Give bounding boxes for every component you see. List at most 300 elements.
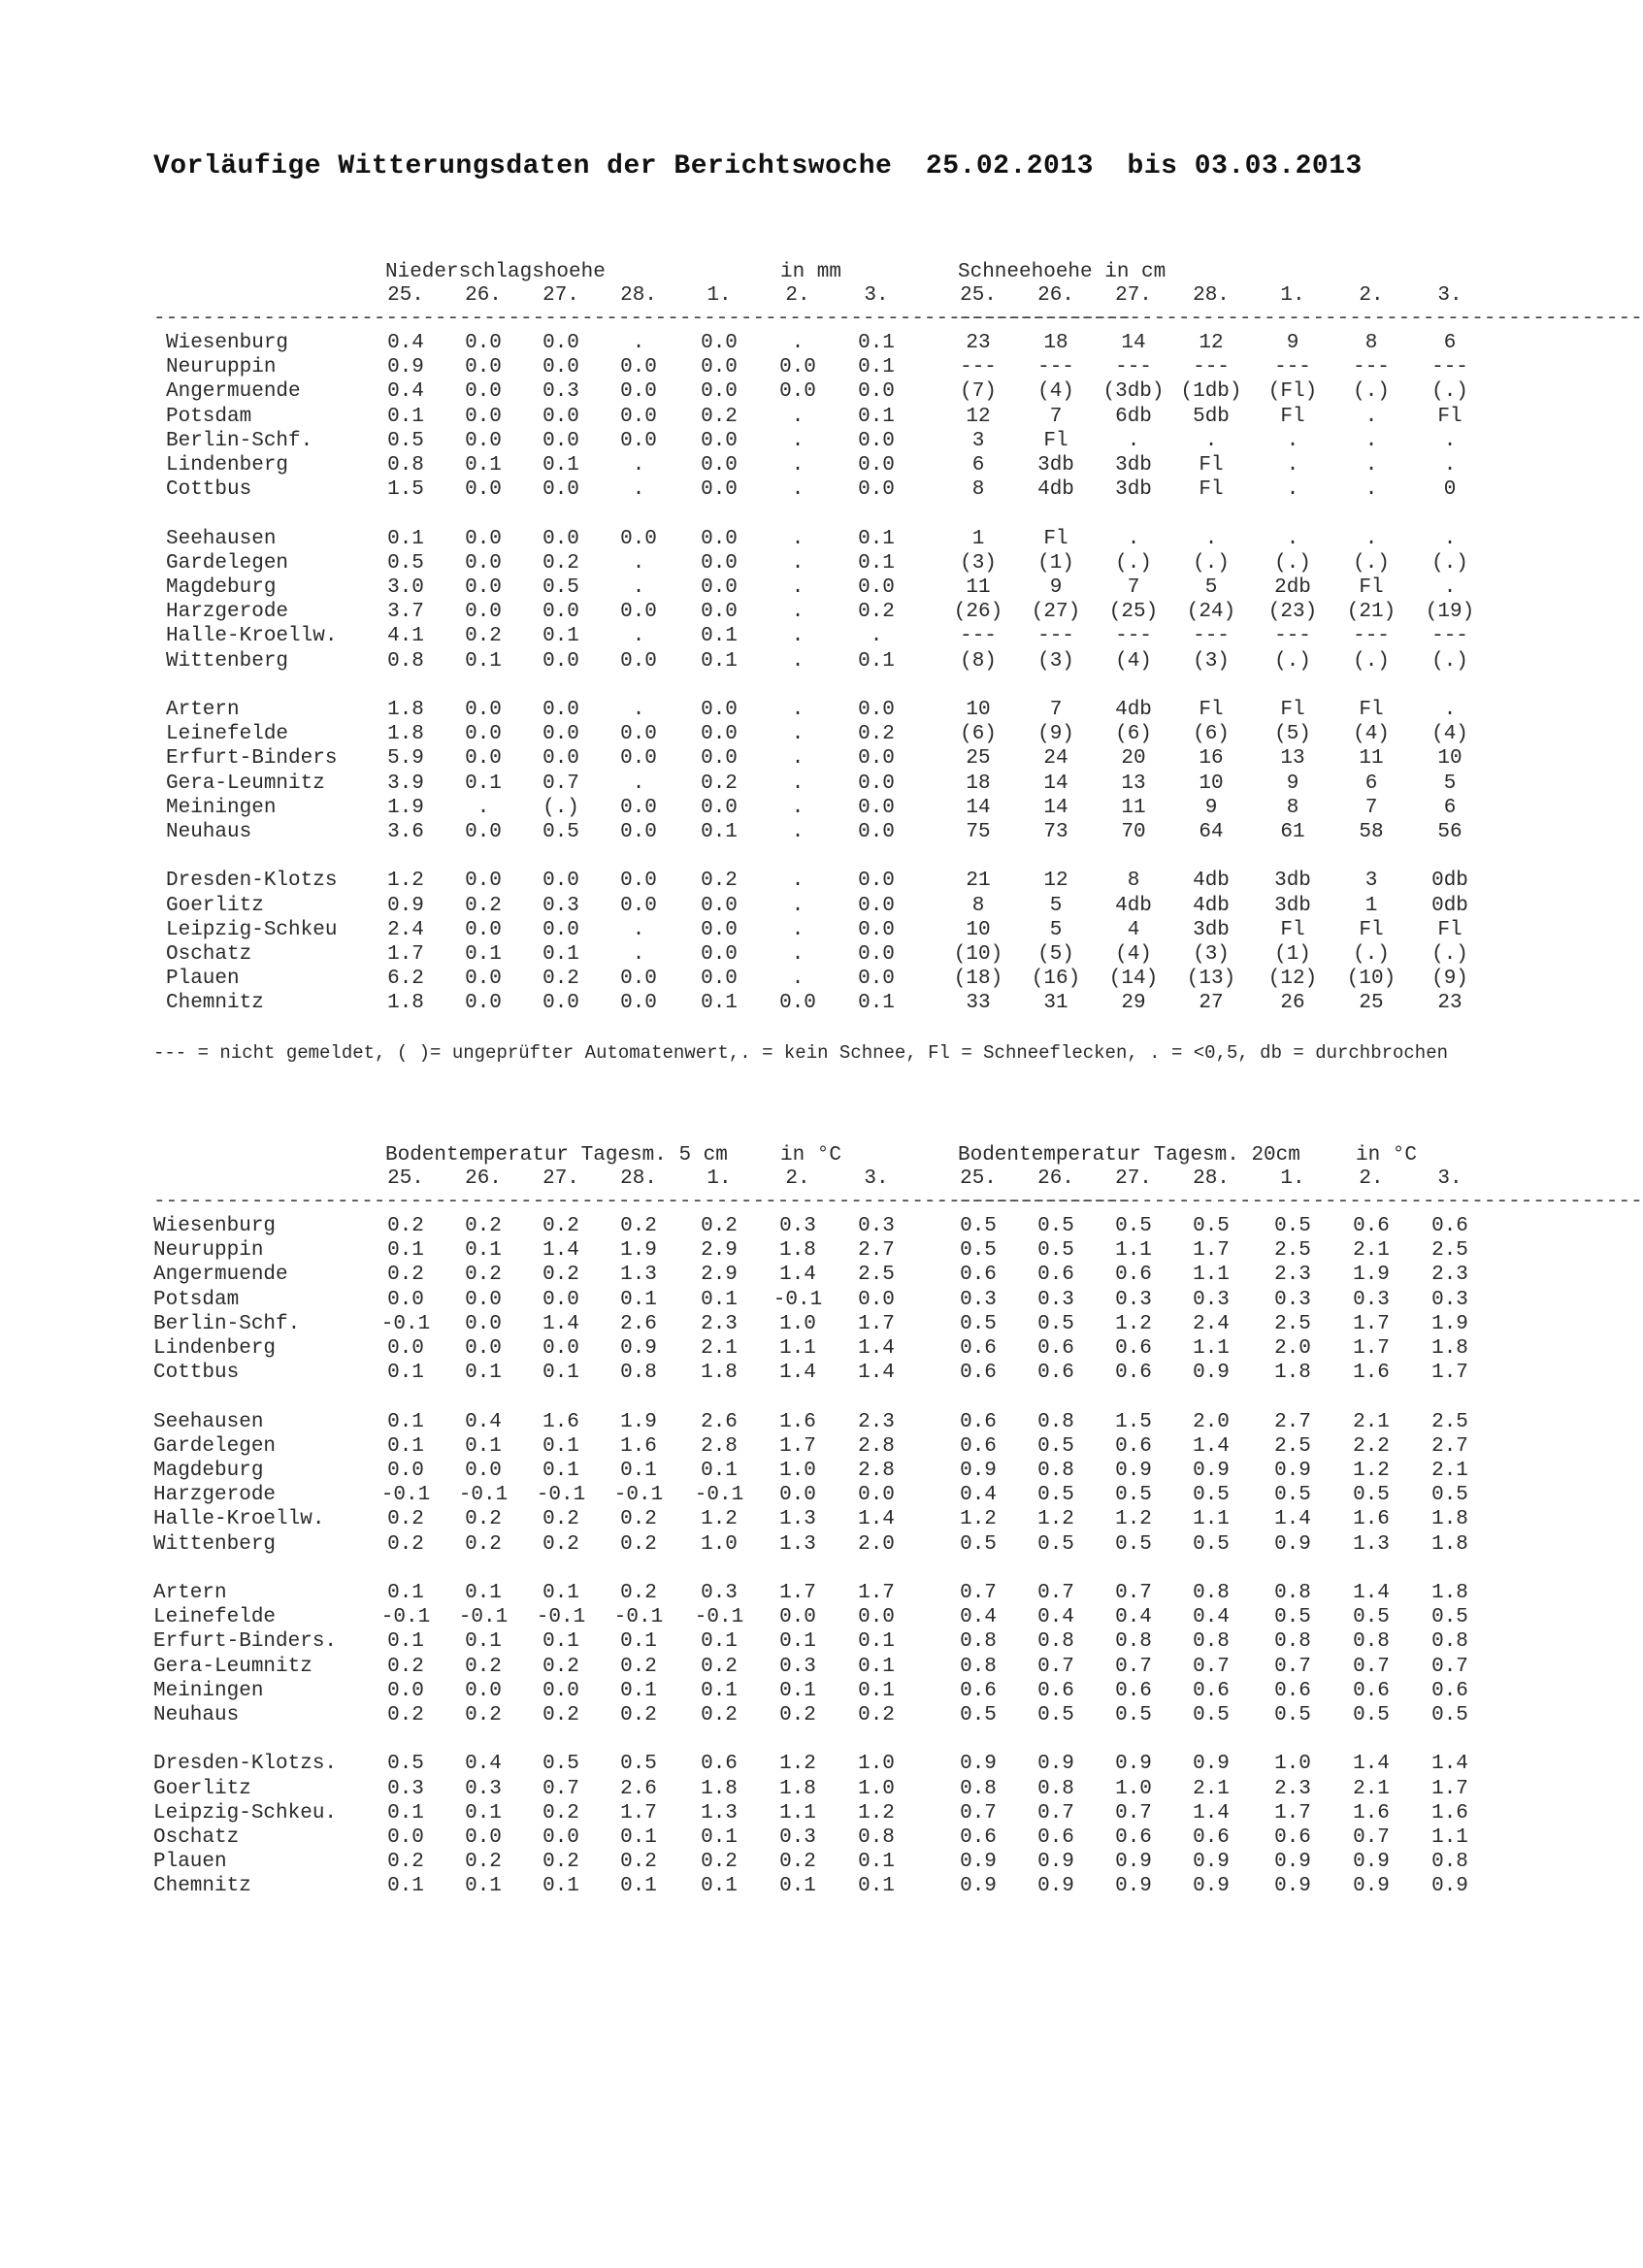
day-header: 2. (785, 284, 810, 307)
data-cell: 1.0 (779, 1460, 816, 1482)
data-cell: 0.2 (387, 1532, 424, 1556)
data-cell: (3) (1193, 943, 1230, 966)
data-cell: 0.1 (542, 1434, 579, 1458)
data-cell: 0.0 (465, 405, 502, 428)
data-cell: 0.0 (465, 1826, 502, 1849)
data-cell: (24) (1186, 601, 1236, 624)
data-cell: 1.3 (779, 1508, 816, 1531)
data-cell: 0.7 (1115, 1655, 1152, 1678)
data-cell: . (632, 332, 645, 354)
data-cell: 0.1 (387, 1410, 424, 1433)
data-cell: --- (1115, 356, 1152, 379)
soil5-unit: in °C (780, 1144, 842, 1167)
data-cell: 0.2 (701, 870, 738, 893)
data-cell: 0.5 (1431, 1484, 1468, 1507)
data-cell: 0.6 (1037, 1264, 1074, 1287)
data-cell: 0.0 (542, 478, 579, 502)
data-cell: 0.4 (1037, 1606, 1074, 1629)
data-cell: 23 (1437, 992, 1462, 1015)
data-cell: 18 (1043, 332, 1068, 354)
data-cell: 0.5 (542, 821, 579, 843)
data-cell: 1.7 (1193, 1239, 1230, 1263)
station-name: Artern (166, 699, 240, 721)
page-title: Vorläufige Witterungsdaten der Berichtswoche 25.02.2013 bis 03.03.2013 (153, 151, 1363, 181)
data-cell: (4) (1431, 723, 1468, 746)
data-cell: 0.2 (701, 1215, 738, 1237)
data-cell: 3db (1193, 918, 1230, 941)
data-cell: 1 (971, 527, 985, 550)
data-cell: 1.9 (387, 796, 424, 819)
data-cell: 0.9 (1193, 1362, 1230, 1385)
data-cell: 0.3 (1037, 1288, 1074, 1311)
data-cell: 0.8 (387, 454, 424, 477)
data-cell: 1.4 (542, 1312, 579, 1335)
data-cell: Fl (1199, 699, 1224, 721)
data-cell: 0.5 (960, 1704, 997, 1726)
data-cell: 0.8 (1431, 1851, 1468, 1874)
data-cell: 0.2 (858, 601, 895, 624)
data-cell: 0.6 (1115, 1434, 1152, 1458)
data-cell: 0.0 (620, 723, 657, 746)
data-cell: 3.6 (387, 821, 424, 843)
data-cell: 1.2 (960, 1508, 997, 1531)
data-cell: (16) (1031, 968, 1081, 991)
station-name: Potsdam (166, 405, 252, 428)
data-cell: 2.7 (1274, 1410, 1311, 1433)
data-cell: . (632, 576, 645, 599)
data-cell: --- (1431, 356, 1468, 379)
data-cell: 1.4 (779, 1362, 816, 1385)
data-cell: 2.1 (701, 1337, 738, 1360)
data-cell: 1.2 (1115, 1312, 1152, 1335)
data-cell: . (1204, 429, 1218, 452)
data-cell: 0.1 (858, 1679, 895, 1702)
station-name: Angermuende (153, 1264, 288, 1287)
data-cell: 3 (1364, 870, 1378, 893)
data-cell: 1.0 (1274, 1753, 1311, 1776)
data-cell: 0.6 (1037, 1826, 1074, 1849)
data-cell: --- (1274, 625, 1311, 648)
data-cell: 0.2 (620, 1532, 657, 1556)
data-cell: 0.0 (620, 405, 657, 428)
data-cell: 0.2 (858, 723, 895, 746)
data-cell: . (632, 454, 645, 477)
day-header: 25. (960, 1167, 997, 1190)
data-cell: 0.5 (1274, 1484, 1311, 1507)
data-cell: 0.0 (465, 723, 502, 746)
data-cell: (.) (1274, 551, 1311, 575)
data-cell: . (1286, 454, 1299, 477)
data-cell: (.) (1193, 551, 1230, 575)
data-cell: . (791, 699, 805, 721)
day-header: 1. (1280, 1167, 1305, 1190)
station-name: Lindenberg (153, 1337, 277, 1360)
data-cell: . (632, 551, 645, 575)
data-cell: (9) (1431, 968, 1468, 991)
data-cell: 0.1 (858, 551, 895, 575)
data-cell: 0.0 (858, 796, 895, 819)
data-cell: 0.9 (1193, 1460, 1230, 1482)
day-header: 27. (542, 284, 579, 307)
data-cell: 0.1 (465, 1434, 502, 1458)
data-cell: 0.9 (1193, 1875, 1230, 1898)
data-cell: 0.1 (620, 1288, 657, 1311)
station-name: Meiningen (153, 1679, 264, 1702)
data-cell: . (791, 454, 805, 477)
data-cell: 0.1 (858, 992, 895, 1015)
data-cell: 7 (1049, 405, 1063, 428)
data-cell: 0.8 (620, 1362, 657, 1385)
station-name: Goerlitz (166, 894, 264, 917)
data-cell: 0.2 (701, 1851, 738, 1874)
data-cell: 0.2 (701, 1655, 738, 1678)
data-cell: 0.0 (465, 870, 502, 893)
data-cell: . (791, 821, 805, 843)
data-cell: 1.2 (387, 870, 424, 893)
data-cell: 1.1 (1193, 1264, 1230, 1287)
data-cell: 0.4 (960, 1606, 997, 1629)
data-cell: . (791, 625, 805, 648)
data-cell: . (791, 527, 805, 550)
data-cell: 0.8 (1274, 1630, 1311, 1654)
data-cell: . (791, 478, 805, 502)
data-cell: (27) (1031, 601, 1081, 624)
data-cell: 0.0 (465, 380, 502, 404)
data-cell: 0.9 (1193, 1753, 1230, 1776)
data-cell: 0.7 (542, 1777, 579, 1800)
data-cell: 0.0 (779, 356, 816, 379)
data-cell: . (791, 968, 805, 991)
data-cell: 0.4 (960, 1484, 997, 1507)
data-cell: 0.0 (701, 968, 738, 991)
data-cell: 0.0 (701, 527, 738, 550)
station-name: Plauen (153, 1851, 227, 1874)
data-cell: . (1364, 454, 1378, 477)
data-cell: 0.0 (542, 992, 579, 1015)
data-cell: 0.0 (542, 870, 579, 893)
data-cell: 0.9 (1193, 1851, 1230, 1874)
data-cell: 0.0 (465, 1679, 502, 1702)
day-header: 2. (1359, 284, 1384, 307)
data-cell: 3 (971, 429, 985, 452)
data-cell: -0.1 (458, 1484, 509, 1507)
data-cell: 1.3 (779, 1532, 816, 1556)
data-cell: 0.0 (858, 894, 895, 917)
data-cell: . (791, 601, 805, 624)
data-cell: 0.9 (960, 1851, 997, 1874)
data-cell: 5 (1049, 918, 1063, 941)
data-cell: 0db (1431, 870, 1468, 893)
data-cell: 0.5 (1037, 1312, 1074, 1335)
data-cell: 0.0 (542, 747, 579, 771)
data-cell: 1.8 (1431, 1508, 1468, 1531)
data-cell: 2.8 (858, 1434, 895, 1458)
data-cell: 0.2 (387, 1655, 424, 1678)
data-cell: 0.0 (620, 821, 657, 843)
data-cell: 11 (1359, 747, 1384, 771)
data-cell: 1.4 (1274, 1508, 1311, 1531)
data-cell: 2.1 (1353, 1777, 1390, 1800)
data-cell: 2.1 (1353, 1410, 1390, 1433)
data-cell: 0.0 (542, 1337, 579, 1360)
data-cell: 0.2 (542, 1508, 579, 1531)
data-cell: 0.0 (858, 429, 895, 452)
data-cell: 0.2 (465, 1264, 502, 1287)
data-cell: 0.8 (960, 1777, 997, 1800)
data-cell: 3db (1115, 478, 1152, 502)
data-cell: 0.5 (960, 1215, 997, 1237)
data-cell: 0.2 (465, 894, 502, 917)
data-cell: 2.8 (858, 1460, 895, 1482)
data-cell: 7 (1364, 796, 1378, 819)
data-cell: 0.6 (1115, 1362, 1152, 1385)
data-cell: 0.2 (387, 1215, 424, 1237)
data-cell: 14 (1043, 796, 1068, 819)
data-cell: 0.0 (701, 551, 738, 575)
data-cell: 0.5 (1274, 1215, 1311, 1237)
data-cell: --- (960, 625, 997, 648)
data-cell: 0.0 (620, 796, 657, 819)
data-cell: 0.6 (1037, 1337, 1074, 1360)
data-cell: 1.6 (1353, 1801, 1390, 1824)
data-cell: 0.1 (387, 1875, 424, 1898)
data-cell: (3) (1037, 649, 1074, 673)
data-cell: 0.6 (1431, 1679, 1468, 1702)
data-cell: 31 (1043, 992, 1068, 1015)
data-cell: 9 (1204, 796, 1218, 819)
data-cell: 9 (1286, 332, 1299, 354)
data-cell: 0.0 (465, 356, 502, 379)
data-cell: 6 (1443, 796, 1457, 819)
day-header: 25. (387, 284, 424, 307)
day-header: 27. (542, 1167, 579, 1190)
data-cell: 1.4 (542, 1239, 579, 1263)
data-cell: 0.2 (542, 1264, 579, 1287)
data-cell: 24 (1043, 747, 1068, 771)
data-cell: 0.8 (1274, 1582, 1311, 1604)
data-cell: 1.4 (858, 1337, 895, 1360)
data-cell: 10 (1437, 747, 1462, 771)
data-cell: 0.2 (858, 1704, 895, 1726)
data-cell: 0.1 (542, 1630, 579, 1654)
data-cell: 0.1 (465, 772, 502, 795)
data-cell: 0.5 (1037, 1484, 1074, 1507)
data-cell: 3db (1274, 894, 1311, 917)
data-cell: . (1127, 527, 1140, 550)
data-cell: 0.1 (387, 1630, 424, 1654)
data-cell: (1) (1274, 943, 1311, 966)
data-cell: 0.7 (1431, 1655, 1468, 1678)
data-cell: 0.1 (542, 1460, 579, 1482)
data-cell: 0.1 (858, 1851, 895, 1874)
data-cell: 4db (1193, 894, 1230, 917)
data-cell: 0.1 (779, 1679, 816, 1702)
data-cell: . (1364, 478, 1378, 502)
data-cell: Fl (1437, 918, 1462, 941)
data-cell: 0.0 (465, 699, 502, 721)
data-cell: . (791, 576, 805, 599)
data-cell: 1.1 (779, 1337, 816, 1360)
data-cell: 0.5 (542, 576, 579, 599)
data-cell: 0.1 (701, 821, 738, 843)
data-cell: (14) (1108, 968, 1159, 991)
data-cell: 0.8 (1115, 1630, 1152, 1654)
data-cell: 10 (966, 918, 991, 941)
station-name: Dresden-Klotzs (166, 870, 338, 893)
data-cell: 0.7 (960, 1801, 997, 1824)
data-cell: Fl (1043, 527, 1068, 550)
data-cell: 0.5 (1115, 1704, 1152, 1726)
data-cell: 0.0 (465, 1312, 502, 1335)
data-cell: 7 (1127, 576, 1140, 599)
data-cell: 0.0 (701, 796, 738, 819)
data-cell: 1.4 (1431, 1753, 1468, 1776)
data-cell: 1.1 (1115, 1239, 1152, 1263)
data-cell: Fl (1359, 576, 1384, 599)
data-cell: 0.0 (387, 1679, 424, 1702)
data-cell: 1.1 (1193, 1508, 1230, 1531)
data-cell: 0.1 (387, 1434, 424, 1458)
data-cell: (.) (1431, 649, 1468, 673)
data-cell: . (1364, 527, 1378, 550)
soil20-unit: in °C (1356, 1144, 1418, 1167)
data-cell: 0.6 (1115, 1826, 1152, 1849)
data-cell: (6) (1193, 723, 1230, 746)
day-header: 28. (1193, 1167, 1230, 1190)
station-name: Berlin-Schf. (166, 429, 313, 452)
data-cell: . (791, 723, 805, 746)
data-cell: 0.0 (542, 1826, 579, 1849)
data-cell: 0.2 (465, 1508, 502, 1531)
data-cell: . (1286, 429, 1299, 452)
data-cell: 2.7 (1431, 1434, 1468, 1458)
data-cell: -0.1 (772, 1288, 823, 1311)
data-cell: 12 (966, 405, 991, 428)
data-cell: 0.0 (858, 699, 895, 721)
data-cell: 2.5 (1431, 1239, 1468, 1263)
data-cell: 0.5 (1037, 1215, 1074, 1237)
data-cell: 0.3 (387, 1777, 424, 1800)
data-cell: 0.0 (701, 380, 738, 404)
data-cell: Fl (1043, 429, 1068, 452)
data-cell: 0.9 (1353, 1851, 1390, 1874)
day-header: 28. (620, 284, 657, 307)
data-cell: --- (1037, 356, 1074, 379)
data-cell: Fl (1359, 918, 1384, 941)
data-cell: 0.9 (1037, 1875, 1074, 1898)
data-cell: 1.6 (1431, 1801, 1468, 1824)
data-cell: 0.9 (1115, 1851, 1152, 1874)
data-cell: 2.0 (858, 1532, 895, 1556)
data-cell: 0.1 (858, 649, 895, 673)
data-cell: 1.8 (779, 1239, 816, 1263)
data-cell: 4 (1127, 918, 1140, 941)
data-cell: 0.6 (1193, 1679, 1230, 1702)
data-cell: 12 (1043, 870, 1068, 893)
data-cell: 0.1 (858, 1655, 895, 1678)
data-cell: 1.2 (701, 1508, 738, 1531)
station-name: Wiesenburg (166, 332, 289, 354)
data-cell: 0.1 (779, 1630, 816, 1654)
data-cell: 0.2 (465, 1655, 502, 1678)
station-name: Wittenberg (166, 649, 289, 673)
data-cell: 0.0 (542, 918, 579, 941)
data-cell: 0.1 (858, 527, 895, 550)
data-cell: . (632, 918, 645, 941)
data-cell: Fl (1437, 405, 1462, 428)
data-cell: 0.1 (701, 1460, 738, 1482)
data-cell: (.) (1431, 380, 1468, 404)
data-cell: 0.3 (779, 1655, 816, 1678)
data-cell: 0.0 (620, 968, 657, 991)
data-cell: 1.4 (1193, 1434, 1230, 1458)
data-cell: 1.8 (779, 1777, 816, 1800)
data-cell: 4db (1115, 894, 1152, 917)
data-cell: 1.0 (858, 1753, 895, 1776)
data-cell: (.) (1431, 943, 1468, 966)
data-cell: (4) (1037, 380, 1074, 404)
data-cell: 0.8 (960, 1655, 997, 1678)
data-cell: 0.0 (465, 918, 502, 941)
data-cell: 0.0 (858, 478, 895, 502)
data-cell: 0.9 (1115, 1753, 1152, 1776)
data-cell: 0.0 (542, 723, 579, 746)
data-cell: 5.9 (387, 747, 424, 771)
data-cell: Fl (1199, 454, 1224, 477)
station-name: Neuruppin (153, 1239, 264, 1263)
data-cell: 0.4 (387, 380, 424, 404)
station-name: Seehausen (153, 1410, 264, 1433)
data-cell: 61 (1280, 821, 1305, 843)
data-cell: 0.4 (1193, 1606, 1230, 1629)
data-cell: 5 (1443, 772, 1457, 795)
soil5-heading: Bodentemperatur Tagesm. 5 cm (385, 1144, 728, 1167)
data-cell: (6) (960, 723, 997, 746)
data-cell: 0.6 (1274, 1826, 1311, 1849)
data-cell: 0.7 (1353, 1826, 1390, 1849)
day-header: 2. (1359, 1167, 1384, 1190)
station-name: Artern (153, 1582, 227, 1604)
data-cell: 3db (1274, 870, 1311, 893)
data-cell: 3db (1115, 454, 1152, 477)
data-cell: 2.1 (1431, 1460, 1468, 1482)
data-cell: . (791, 943, 805, 966)
data-cell: 0.0 (387, 1337, 424, 1360)
data-cell: 0.6 (960, 1679, 997, 1702)
dashed-rule: -------------------------------------------------------------------------------- (153, 1191, 1133, 1213)
data-cell: 0.4 (465, 1753, 502, 1776)
data-cell: 1.4 (1193, 1801, 1230, 1824)
precip-heading: Niederschlagshoehe (385, 261, 606, 283)
data-cell: 1.4 (858, 1508, 895, 1531)
data-cell: 1.7 (1353, 1312, 1390, 1335)
data-cell: 0.1 (858, 332, 895, 354)
dashed-rule: -------------------------------------------------------- (958, 1191, 1643, 1213)
data-cell: 0.6 (1274, 1679, 1311, 1702)
data-cell: 64 (1199, 821, 1224, 843)
data-cell: --- (1274, 356, 1311, 379)
data-cell: 0.0 (620, 527, 657, 550)
data-cell: 0.0 (542, 699, 579, 721)
data-cell: 0.1 (858, 1875, 895, 1898)
data-cell: -0.1 (458, 1606, 509, 1629)
data-cell: 1.9 (1353, 1264, 1390, 1287)
data-cell: 1.8 (1274, 1362, 1311, 1385)
data-cell: 0.0 (542, 1679, 579, 1702)
data-cell: 0.0 (465, 478, 502, 502)
station-name: Berlin-Schf. (153, 1312, 301, 1335)
data-cell: 0.1 (542, 625, 579, 648)
